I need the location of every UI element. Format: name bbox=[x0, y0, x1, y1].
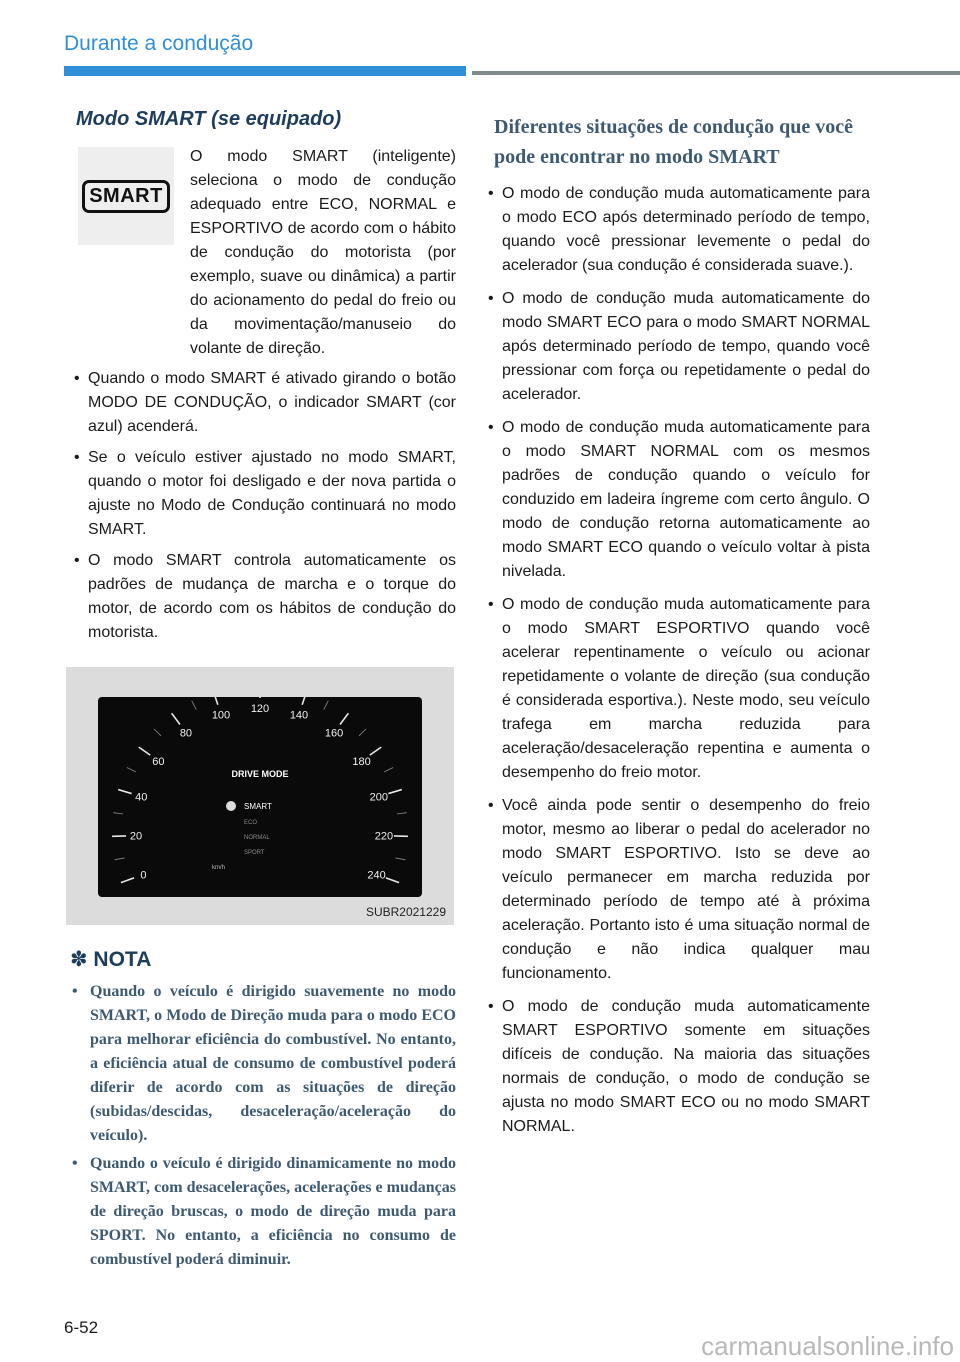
list-item: • Se o veículo estiver ajustado no modo SMART, quando o motor foi desligado e der nova partida o ajuste no Modo de Condução continuará no modo SMART. bbox=[66, 446, 456, 542]
header-bar-gray bbox=[472, 71, 960, 75]
smart-intro-row bbox=[66, 145, 456, 361]
list-item: • O modo de condução muda automaticamente para o modo ECO após determinado período de tempo, quando você pressionar levemente o pedal do acelerador (sua condução é considerada suave.). bbox=[480, 182, 870, 278]
nota-list bbox=[66, 980, 456, 1272]
mode-normal: NORMAL bbox=[244, 835, 270, 841]
right-column bbox=[480, 112, 870, 1148]
speed-unit-label: km/h bbox=[212, 865, 226, 871]
list-item: • Quando o veículo é dirigido dinamicamente no modo SMART, com desacelerações, acelerações e mudanças de direção bruscas, o modo de direção muda para SPORT. No entanto, a eficiência no consumo de combustível poderá diminuir. bbox=[66, 1152, 456, 1272]
smart-icon-box bbox=[78, 147, 174, 245]
speed-tick-label: 120 bbox=[250, 703, 270, 715]
list-item: • O modo de condução muda automaticamente para o modo SMART NORMAL com os mesmos padrões de condução quando o veículo for conduzido em ladeira íngreme com certo ângulo. O modo de condução retorna automaticamente ao modo SMART ECO quando o veículo voltar à pista nivelada. bbox=[480, 416, 870, 584]
speed-tick-label: 60 bbox=[152, 755, 165, 768]
speed-tick-label: 80 bbox=[179, 727, 193, 740]
mode-eco: ECO bbox=[244, 820, 258, 826]
drive-mode-title: DRIVE MODE bbox=[231, 769, 289, 779]
situations-bullets bbox=[480, 182, 870, 1139]
list-item: • Você ainda pode sentir o desempenho do freio motor, mesmo ao liberar o pedal do acelerador no modo SMART ESPORTIVO. Isto se deve ao veículo permanecer em marcha reduzida por determinado período de tempo até à próxima aceleração. Portanto isto é uma situação normal de condução e não indica qualquer mau funcionamento. bbox=[480, 794, 870, 986]
speed-tick-label: 200 bbox=[369, 791, 388, 804]
speed-tick-label: 100 bbox=[211, 709, 231, 722]
nota-heading: ✽ NOTA bbox=[70, 948, 152, 971]
list-item: • Quando o modo SMART é ativado girando o botão MODO DE CONDUÇÃO, o indicador SMART (cor azul) acenderá. bbox=[66, 367, 456, 439]
smart-intro-text: O modo SMART (inteligente) seleciona o modo de condução adequado entre ECO, NORMAL e ESPORTIVO de acordo com o hábito de condução do motorista (por exemplo, suave ou dinâmica) a partir do acionamento do pedal do freio ou da movimentação/manuseio do volante de direção. bbox=[190, 148, 456, 357]
speed-tick-label: 140 bbox=[289, 709, 309, 722]
smart-mode-heading: Modo SMART (se equipado) bbox=[76, 108, 342, 130]
speed-tick-label: 180 bbox=[352, 755, 371, 768]
list-item: • O modo SMART controla automaticamente os padrões de mudança de marcha e o torque do motor, de acordo com os hábitos de condução do motorista. bbox=[66, 549, 456, 645]
smart-mode-icon bbox=[226, 801, 236, 811]
situations-heading: Diferentes situações de condução que você pode encontrar no modo SMART bbox=[494, 116, 854, 168]
list-item: • Quando o veículo é dirigido suavemente no modo SMART, o Modo de Direção muda para o modo ECO para melhorar eficiência do combustível. No entanto, a eficiência atual de consumo de combustível poderá diferir de acordo com as situações de direção (subidas/descidas, desaceleração/aceleração do veículo). bbox=[66, 980, 456, 1148]
list-item: • O modo de condução muda automaticamente para o modo SMART ESPORTIVO quando você acelerar repentinamente o veículo ou acionar repetidamente o volante de direção (sua condução é considerada esportiva.). Neste modo, seu veículo trafega em marcha reduzida para aceleração/desaceleração repentina e aumenta o desempenho do freio motor. bbox=[480, 593, 870, 785]
figure-code: SUBR2021229 bbox=[365, 905, 446, 919]
section-header-label: Durante a condução bbox=[64, 32, 254, 55]
page-number: 6-52 bbox=[64, 1318, 99, 1337]
left-column bbox=[66, 108, 456, 1276]
speed-tick-label: 160 bbox=[324, 727, 344, 740]
header-bar-blue bbox=[64, 66, 466, 76]
smart-badge-icon: SMART bbox=[82, 180, 170, 213]
instrument-cluster-image bbox=[98, 697, 422, 897]
cluster-figure bbox=[66, 667, 454, 925]
speed-tick-label: 40 bbox=[135, 791, 148, 804]
mode-sport: SPORT bbox=[244, 850, 265, 856]
list-item: • O modo de condução muda automaticamente SMART ESPORTIVO somente em situações difíceis de condução. Na maioria das situações normais de condução, o modo de condução se ajusta no modo SMART ECO ou no modo SMART NORMAL. bbox=[480, 995, 870, 1139]
speed-tick-label: 240 bbox=[367, 869, 386, 882]
mode-smart: SMART bbox=[244, 802, 272, 811]
speed-tick-label: 0 bbox=[140, 869, 147, 882]
speed-tick-label: 20 bbox=[129, 830, 143, 843]
speed-tick-label: 220 bbox=[374, 830, 394, 843]
list-item: • O modo de condução muda automaticamente do modo SMART ECO para o modo SMART NORMAL após determinado período de tempo, quando você pressionar com força ou repetidamente o pedal do acelerador. bbox=[480, 287, 870, 407]
smart-bullets bbox=[66, 367, 456, 645]
watermark: carmanualsonline.info bbox=[701, 1331, 954, 1361]
